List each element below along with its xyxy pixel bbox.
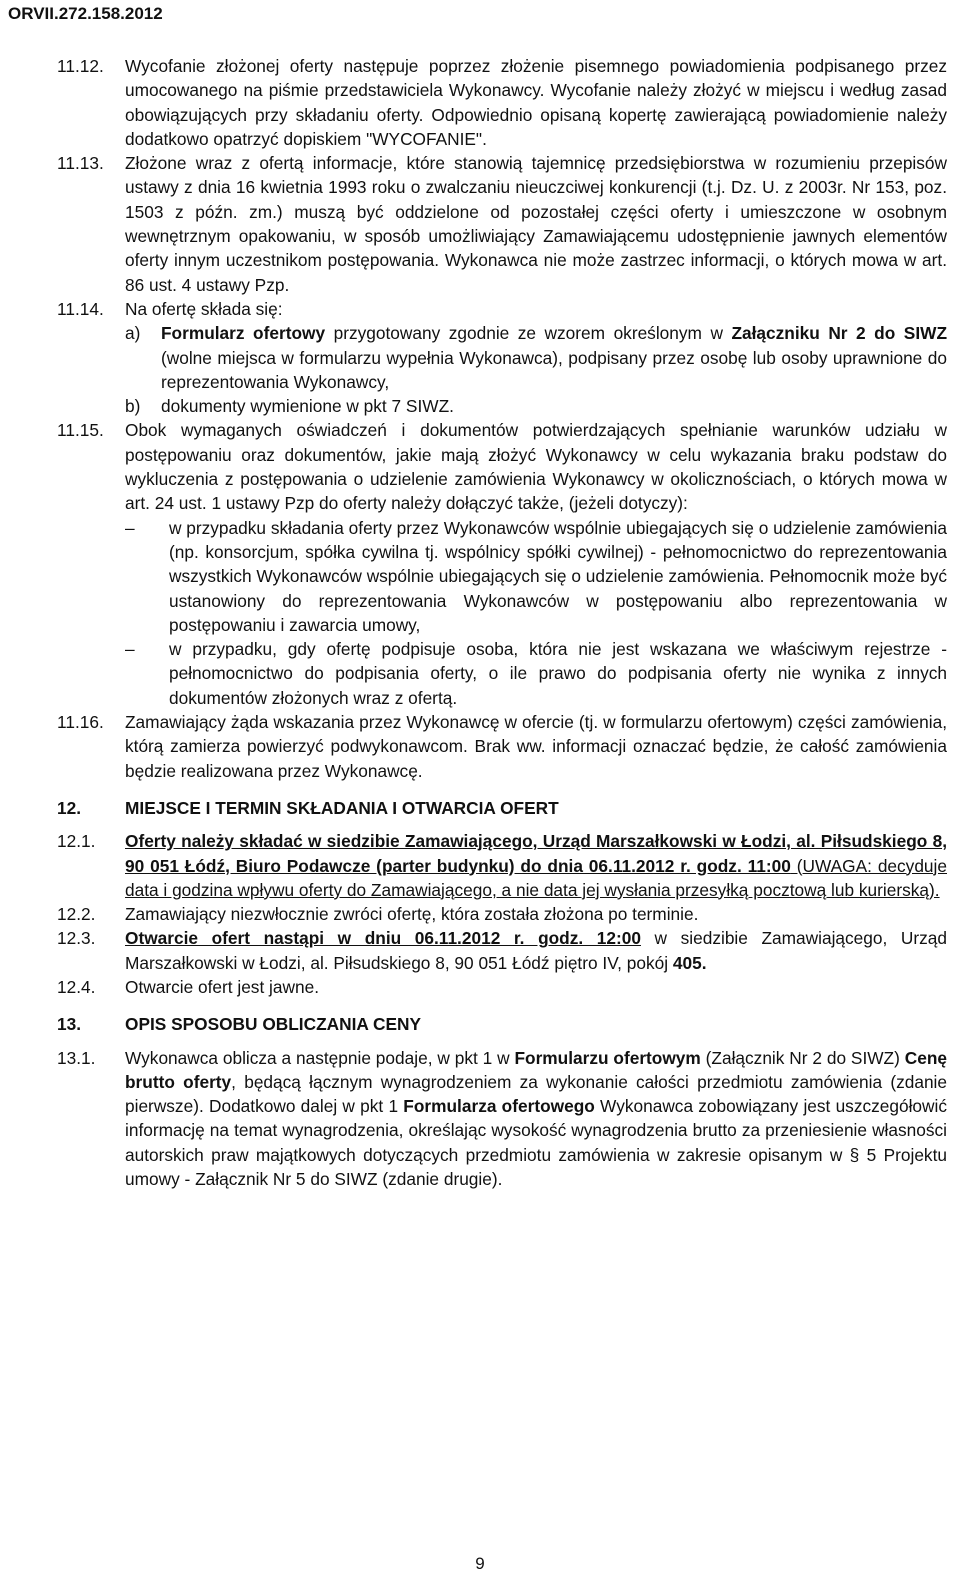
list-item-a: a) Formularz ofertowy przygotowany zgodnie ze wzorem określonym w Załączniku Nr 2 do SIWZ (wolne miejsca w formularzu wypełnia Wykonawca), podpisany przez osobę lub osoby uprawnione do reprezentowania Wykonawcy,: [125, 321, 947, 394]
clause-11-12: [57, 54, 947, 151]
clause-number: 11.14.: [57, 298, 104, 319]
section-heading-12: 12. MIEJSCE I TERMIN SKŁADANIA I OTWARCIA OFERT: [57, 797, 559, 818]
clause-12-3: 12.3. Otwarcie ofert nastąpi w dniu 06.11.2012 r. godz. 12:00 w siedzibie Zamawiającego, Urząd Marszałkowski w Łodzi, al. Piłsudskiego 8, 90 051 Łódź piętro IV, pokój 405.: [57, 926, 947, 975]
page-number: 9: [475, 1554, 485, 1573]
dash-bullet: –: [125, 639, 135, 660]
clause-number: 11.15.: [57, 420, 104, 441]
clause-text: Złożone wraz z ofertą informacje, które stanowią tajemnicę przedsiębiorstwa w rozumieniu przepisów ustawy z dnia 16 kwietnia 1993 roku o zwalczaniu nieuczciwej konkurencji (t.j. Dz. U. z 2003r. Nr 153, poz. 1503 z późn. zm.) muszą być oddzielone od pozostałej części oferty i umieszczone w osobnym wewnętrznym opakowaniu, w sposób umożliwiający Zamawiającemu udostępnienie jawnych elementów oferty innym uczestnikom postępowania. Wykonawca nie może zastrzec informacji, o których mowa w art. 86 ust. 4 ustawy Pzp.: [125, 153, 947, 295]
list-label: b): [125, 396, 141, 417]
clause-13-1: 13.1. Wykonawca oblicza a następnie podaje, w pkt 1 w Formularzu ofertowym (Załącznik Nr 2 do SIWZ) Cenę brutto oferty, będącą łącznym wynagrodzeniem za wykonanie całości przedmiotu zamówienia (zdanie pierwsze). Dodatkowo dalej w pkt 1 Formularza ofertowego Wykonawca zobowiązany jest uszczegółowić informację na temat wynagrodzenia, określając wysokość wynagrodzenia brutto za przeniesienie własności autorskich praw majątkowych dotyczących przedmiotu zamówienia w zakresie opisanym w § 5 Projektu umowy - Załącznik Nr 5 do SIWZ (zdanie drugie).: [57, 1046, 947, 1192]
dash-bullet: –: [125, 517, 135, 538]
list-item-b: b) dokumenty wymienione w pkt 7 SIWZ.: [125, 394, 947, 418]
clause-11-14: [57, 297, 947, 418]
clause-text: Zamawiający żąda wskazania przez Wykonawcę w ofercie (tj. w formularzu ofertowym) części zamówienia, którą zamierza powierzyć podwykonawcom. Brak ww. informacji oznaczać będzie, że całość zamówienia będzie realizowana przez Wykonawcę.: [125, 712, 947, 781]
clause-number: 12.4.: [57, 976, 96, 997]
bold-underlined-text: Otwarcie ofert nastąpi w dniu 06.11.2012 r. godz. 12:00: [125, 928, 641, 949]
clause-intro: Obok wymaganych oświadczeń i dokumentów potwierdzających spełnianie warunków udziału w postępowaniu oraz dokumentów, jakie mają złożyć Wykonawcy w celu wykazania braku podstaw do wykluczenia z postępowania o udzielenie zamówienia Wykonawcy w okolicznościach, o których mowa w art. 24 ust. 1 ustawy Pzp do oferty należy dołączyć także, (jeżeli dotyczy):: [125, 420, 947, 514]
clause-12-1: 12.1. Oferty należy składać w siedzibie Zamawiającego, Urząd Marszałkowski w Łodzi, al. Piłsudskiego 8, 90 051 Łódź, Biuro Podawcze (parter budynku) do dnia 06.11.2012 r. godz. 11:00 (UWAGA: decyduje data i godzina wpływu oferty do Zamawiającego, a nie data jej wysłania przesyłką pocztową lub kurierską).: [57, 829, 947, 902]
clause-12-2: [57, 902, 947, 926]
bold-underlined-text: Oferty należy składać w siedzibie Zamawiającego, Urząd Marszałkowski w Łodzi, al. Piłsudskiego 8, 90 051 Łódź, Biuro Podawcze (parter budynku) do dnia 06.11.2012 r. godz. 11:00: [125, 831, 947, 876]
list-label: a): [125, 323, 141, 344]
clause-11-16: [57, 710, 947, 783]
clause-11-15: [57, 418, 947, 710]
clause-11-13: [57, 151, 947, 297]
clause-number: 11.13.: [57, 153, 104, 174]
clause-number: 12.1.: [57, 831, 96, 852]
clause-number: 13.1.: [57, 1047, 96, 1068]
bold-text: Formularz ofertowy: [161, 323, 326, 344]
bold-text: Formularza ofertowego: [403, 1096, 595, 1117]
clause-text: Zamawiający niezwłocznie zwróci ofertę, która została złożona po terminie.: [125, 904, 699, 925]
bold-text: Cenę brutto oferty: [125, 1047, 948, 1092]
clause-intro: Na ofertę składa się:: [125, 298, 283, 319]
clause-text: Otwarcie ofert jest jawne.: [125, 976, 320, 997]
clause-number: 11.12.: [57, 56, 104, 76]
dash-item: – w przypadku składania oferty przez Wykonawców wspólnie ubiegających się o udzielenie zamówienia (np. konsorcjum, spółka cywilna tj. wspólnicy spółki cywilnej) - pełnomocnictwo do reprezentowania wszystkich Wykonawców wspólnie ubiegających się o udzielenie zamówienia. Pełnomocnik może być ustanowiony do reprezentowania Wykonawców w postępowaniu albo reprezentowania w postępowaniu i zawarcia umowy,: [125, 516, 947, 637]
clause-number: 12.3.: [57, 928, 96, 949]
bold-text: Załączniku Nr 2 do SIWZ: [731, 323, 948, 344]
bold-text: Formularzu ofertowym: [514, 1047, 701, 1068]
clause-text: Wycofanie złożonej oferty następuje poprzez złożenie pisemnego powiadomienia podpisanego przez umocowanego na piśmie przedstawiciela Wykonawcy. Wycofanie należy złożyć w miejscu i według zasad obowiązujących przy składaniu oferty. Odpowiednio opisaną kopertę zawierającą powiadomienie należy dodatkowo opatrzyć dopiskiem "WYCOFANIE".: [125, 56, 947, 149]
section-heading-13: 13. OPIS SPOSOBU OBLICZANIA CENY: [57, 1014, 422, 1035]
dash-item: – w przypadku, gdy ofertę podpisuje osoba, która nie jest wskazana we właściwym rejestrze - pełnomocnictwo do podpisania oferty, o ile prawo do podpisania oferty nie wynika z innych dokumentów złożonych wraz z ofertą.: [125, 637, 947, 710]
document-body: [57, 54, 947, 1191]
clause-12-4: [57, 975, 947, 999]
bold-text: 405.: [672, 952, 707, 973]
document-reference: ORVII.272.158.2012: [8, 4, 163, 23]
clause-number: 12.2.: [57, 904, 96, 925]
clause-number: 11.16.: [57, 712, 104, 733]
